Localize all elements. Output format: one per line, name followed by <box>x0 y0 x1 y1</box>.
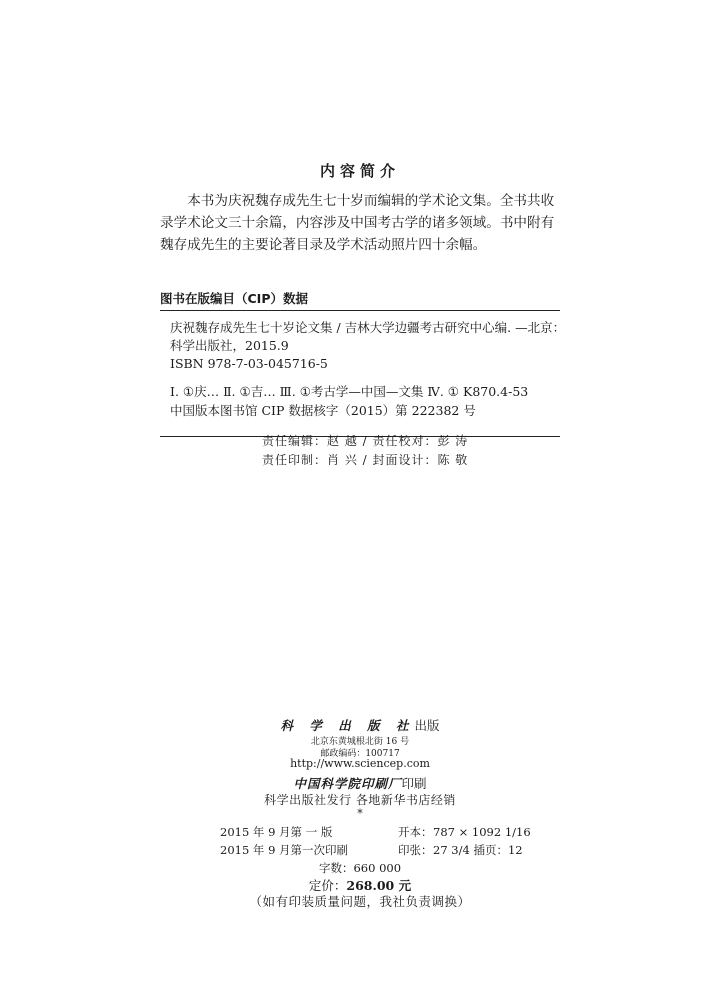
separator-star: * <box>357 807 363 820</box>
cip-isbn: ISBN 978-7-03-045716-5 <box>170 356 328 371</box>
summary-text <box>160 190 560 256</box>
price-value: 268.00 元 <box>346 878 412 893</box>
edition-row <box>220 824 531 840</box>
cip-classification: Ⅰ. ①庆… Ⅱ. ①吉… Ⅲ. ①考古学—中国—文集 Ⅳ. ① K870.4-53 <box>170 384 529 399</box>
cip-top-rule <box>160 310 560 311</box>
publisher-suffix: 出版 <box>414 718 440 733</box>
publisher-postcode: 邮政编码：100717 <box>320 749 400 759</box>
summary-paragraph: 本书为庆祝魏存成先生七十岁而编辑的学术论文集。全书共收录学术论文三十余篇，内容涉及中国考古学的诸多领域。书中附有魏存成先生的主要论著目录及学术活动照片四十余幅。 <box>160 193 555 253</box>
sheets-value: 27 3/4 插页：12 <box>433 843 523 857</box>
cip-citation-line: 庆祝魏存成先生七十岁论文集 / 吉林大学边疆考古研究中心编. —北京： <box>170 320 566 335</box>
printer-name <box>0 774 720 792</box>
sheets-label: 印张： <box>398 843 433 857</box>
publisher-name <box>0 716 720 734</box>
staff-credits-2: 责任印制：肖 兴 / 封面设计：陈 敬 <box>262 453 469 467</box>
word-count: 字数：660 000 <box>318 861 402 875</box>
cip-title: 图书在版编目（CIP）数据 <box>160 291 308 306</box>
distribution-info: 科学出版社发行 各地新华书店经销 <box>264 793 456 807</box>
publisher-logo-text: 科 学 出 版 社 <box>280 718 415 733</box>
price-label: 定价： <box>308 878 347 893</box>
cip-citation-line-2: 科学出版社，2015.9 <box>170 338 289 353</box>
printing-row <box>220 842 523 858</box>
quality-notice: （如有印装质量问题，我社负责调换） <box>249 894 471 909</box>
printer-suffix: 印刷 <box>401 776 427 791</box>
printer-logo-text: 中国科学院印刷厂 <box>293 776 402 791</box>
publisher-website: http://www.sciencep.com <box>290 757 430 770</box>
page-title: 内容简介 <box>319 162 400 180</box>
edition-date: 2015 年 9 月第 一 版 <box>220 825 333 839</box>
printing-date: 2015 年 9 月第一次印刷 <box>220 843 349 857</box>
staff-credits-1: 责任编辑：赵 越 / 责任校对：彭 涛 <box>262 434 469 448</box>
publisher-address: 北京东黄城根北街 16 号 <box>310 737 410 747</box>
cip-number: 中国版本图书馆 CIP 数据核字（2015）第 222382 号 <box>170 403 476 418</box>
format-label: 开本： <box>398 825 433 839</box>
format-value: 787 × 1092 1/16 <box>433 825 531 839</box>
